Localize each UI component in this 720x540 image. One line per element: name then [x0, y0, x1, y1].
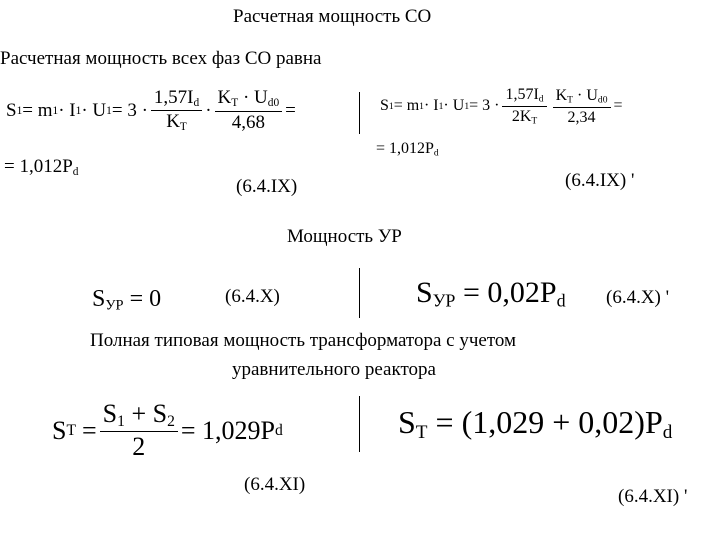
- divider-line: [359, 396, 360, 452]
- formula-s1-right-result: = $1,012P_d$: [376, 140, 439, 159]
- equation-label-x: (6.4.X): [225, 286, 280, 307]
- equation-label-xi-prime: (6.4.XI) ': [618, 486, 688, 507]
- heading-full-line2: уравнительного реактора: [232, 359, 436, 380]
- divider-line: [359, 268, 360, 318]
- equation-label-ix: (6.4.IX): [236, 176, 298, 197]
- formula-s1-left: S 1 = m 1 · I 1 · U 1 = 3 · $\frac{1,57I_d}{K_T}$ · $\frac{K_T \cdot U_{d0}}{4,68}$ =: [6, 87, 296, 134]
- equation-label-x-prime: (6.4.X) ': [606, 287, 670, 308]
- formula-st-right: $S_T = (1,029 + 0,02)P_d$: [398, 404, 673, 443]
- formula-st-left: S T = $\frac{S_1 + S_2}{2}$ = 1,029P d: [52, 399, 283, 462]
- formula-s1-left-result: = $1,012P_d$: [4, 156, 79, 178]
- page-title: Расчетная мощность СО: [233, 6, 432, 27]
- formula-s1-right: S 1 = m 1 · I 1 · U 1 = 3 · $\frac{1,57I_d}{2K_T}$ $\frac{K_T \cdot U_{d0}}{2,34}$ =: [380, 86, 623, 127]
- formula-syp-right: $S_{УР} = 0,02P_d$: [416, 276, 566, 311]
- intro-text: Расчетная мощность всех фаз СО равна: [0, 48, 322, 69]
- equation-label-ix-prime: (6.4.IX) ': [565, 170, 635, 191]
- equation-label-xi: (6.4.XI): [244, 474, 306, 495]
- divider-line: [359, 92, 360, 134]
- heading-full-line1: Полная типовая мощность трансформатора с учетом: [90, 330, 517, 351]
- heading-yp: Мощность УР: [287, 226, 402, 247]
- formula-syp-left: $S_{УР} = 0$: [92, 286, 162, 314]
